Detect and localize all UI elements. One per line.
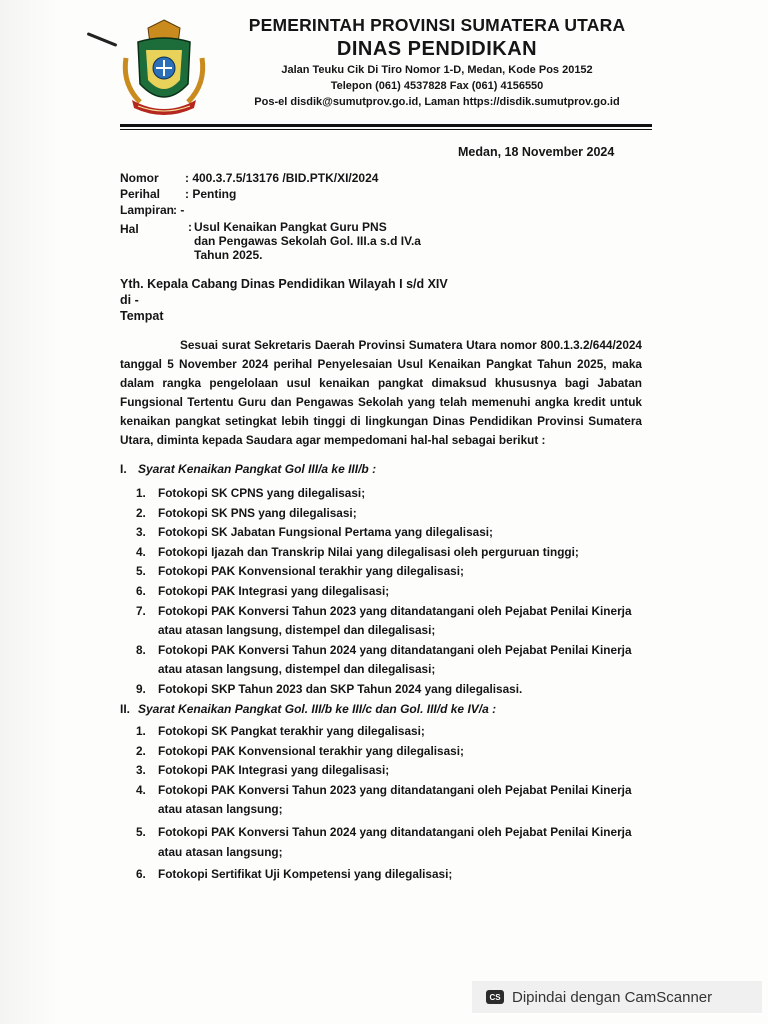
department-name: DINAS PENDIDIKAN [336, 38, 538, 60]
camscanner-icon: CS [486, 990, 504, 1004]
addressee-line: Yth. Kepala Cabang Dinas Pendidikan Wilayah I s/d XIV [120, 277, 448, 291]
letter-date: Medan, 18 November 2024 [458, 145, 615, 159]
list-item: 3. Fotokopi SK Jabatan Fungsional Pertama yang dilegalisasi; [136, 525, 493, 540]
list-item: 5. Fotokopi PAK Konvensional terakhir yang dilegalisasi; [136, 564, 464, 579]
hal-line: Tahun 2025. [194, 248, 263, 262]
list-item: 4. Fotokopi Ijazah dan Transkrip Nilai yang dilegalisasi oleh perguruan tinggi; [136, 544, 579, 559]
nomor-label: Nomor [120, 171, 159, 185]
pen-mark [87, 32, 118, 47]
government-name: PEMERINTAH PROVINSI SUMATERA UTARA [248, 15, 626, 35]
perihal-label: Perihal [120, 187, 161, 201]
letterhead-rule-thick [120, 124, 652, 127]
list-item: 3. Fotokopi PAK Integrasi yang dilegalisasi; [136, 763, 390, 778]
lampiran-value: : - [173, 203, 185, 217]
perihal-value: : Penting [185, 187, 237, 201]
body-text: Sesuai surat Sekretaris Daerah Provinsi Sumatera Utara nomor 800.1.3.2/644/2024 tanggal 5 November 2024 perihal Penyelesaian Usul Kenaikan Pangkat Tahun 2025, maka dalam rangka pengelolaan usul kenaikan pangkat dimaksud khususnya bagi Jabatan Fungsional Tertentu Guru dan Pengawas Sekolah yang telah memenuhi angka kredit untuk kenaikan pangkat setingkat lebih tinggi di lingkungan Dinas Pendidikan Provinsi Sumatera Utara, diminta kepada Saudara agar mempedomani hal-hal sebagai berikut : [120, 338, 642, 447]
office-address: Jalan Teuku Cik Di Tiro Nomor 1-D, Medan, Kode Pos 20152 [281, 64, 593, 76]
hal-line: Usul Kenaikan Pangkat Guru PNS [194, 220, 387, 234]
letterhead-rule-thin [120, 129, 652, 130]
hal-colon: : [188, 220, 192, 234]
lampiran-label: Lampiran [120, 203, 175, 217]
list-item: 7. Fotokopi PAK Konversi Tahun 2023 yang ditandatangani oleh Pejabat Penilai Kinerja atau atasan langsung, distempel dan dilegalisasi; [136, 603, 632, 638]
list-item: 5. Fotokopi PAK Konversi Tahun 2024 yang ditandatangani oleh Pejabat Penilai Kinerja atau atasan langsung; [136, 824, 632, 859]
addressee-line: Tempat [120, 309, 164, 323]
body-paragraph [120, 336, 642, 450]
scan-shadow [0, 0, 60, 1024]
requirement-list [136, 484, 646, 700]
hal-value [194, 220, 421, 262]
section-numeral: II. [120, 702, 131, 716]
list-item: 9. Fotokopi SKP Tahun 2023 dan SKP Tahun 2024 yang dilegalisasi. [136, 681, 523, 696]
hal-label: Hal [120, 222, 139, 236]
province-emblem-icon [118, 14, 210, 118]
camscanner-text: Dipindai dengan CamScanner [512, 988, 713, 1006]
camscanner-watermark [472, 981, 762, 1013]
section-heading: Syarat Kenaikan Pangkat Gol III/a ke III/b : [138, 462, 377, 476]
hal-line: dan Pengawas Sekolah Gol. III.a s.d IV.a [194, 234, 421, 248]
addressee [120, 276, 448, 324]
nomor-value: : 400.3.7.5/13176 /BID.PTK/XI/2024 [185, 171, 379, 185]
section-numeral: I. [120, 462, 127, 476]
list-item: 1. Fotokopi SK CPNS yang dilegalisasi; [136, 486, 366, 500]
letterhead [222, 14, 652, 110]
office-phone: Telepon (061) 4537828 Fax (061) 4156550 [330, 80, 544, 92]
list-item: 6. Fotokopi PAK Integrasi yang dilegalisasi; [136, 583, 390, 598]
addressee-line: di - [120, 293, 139, 307]
list-item: 2. Fotokopi SK PNS yang dilegalisasi; [136, 505, 357, 520]
section-heading: Syarat Kenaikan Pangkat Gol. III/b ke III/c dan Gol. III/d ke IV/a : [138, 702, 497, 716]
section-title [120, 702, 496, 716]
requirement-list [136, 722, 646, 885]
list-item: 8. Fotokopi PAK Konversi Tahun 2024 yang ditandatangani oleh Pejabat Penilai Kinerja atau atasan langsung, distempel dan dilegalisasi; [136, 642, 632, 677]
list-item: 6. Fotokopi Sertifikat Uji Kompetensi yang dilegalisasi; [136, 867, 453, 882]
section-title [120, 462, 376, 476]
list-item: 2. Fotokopi PAK Konvensional terakhir yang dilegalisasi; [136, 743, 464, 758]
list-item: 4. Fotokopi PAK Konversi Tahun 2023 yang ditandatangani oleh Pejabat Penilai Kinerja atau atasan langsung; [136, 782, 632, 817]
office-contact: Pos-el disdik@sumutprov.go.id, Laman https://disdik.sumutprov.go.id [254, 96, 620, 108]
list-item: 1. Fotokopi SK Pangkat terakhir yang dilegalisasi; [136, 724, 425, 738]
